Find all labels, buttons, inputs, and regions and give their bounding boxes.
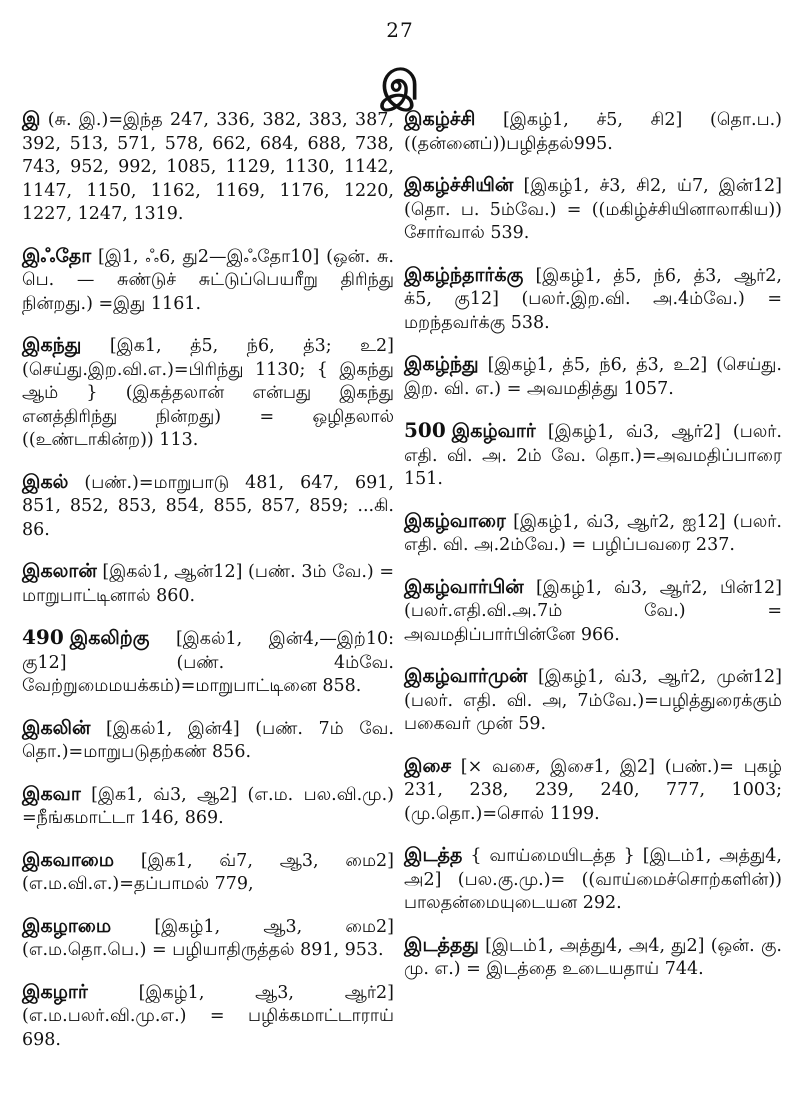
- entry-headword: இ: [22, 108, 41, 130]
- dictionary-entry: [404, 510, 782, 558]
- dictionary-entry: [22, 717, 394, 765]
- dictionary-entry: [22, 849, 394, 897]
- entry-headword: இகழாமை: [22, 914, 112, 937]
- entry-definition: (சு. இ.)=இந்த 247, 336, 382, 383, 387, 392, 513, 571, 578, 662, 684, 688, 738, 743, 952, 992, 1085, 1129, 1130, 1142, 1147, 1150, 1162, 1169, 1176, 1220, 1227, 1247, 1319.: [22, 110, 394, 224]
- entry-definition: [இ1, ஃ6, து2—இஃதோ10] (ஒன். சு. பெ. — சுண்டுச் சுட்டுப்பெயரீறு திரிந்து நின்றது.) =இது 1161.: [22, 246, 394, 314]
- entry-headword: இகலிற்கு: [69, 627, 150, 649]
- dictionary-entry: [22, 915, 394, 963]
- entry-definition: [இக1, வ்7, ஆ3, மை2] (எ.ம.வி.எ.)=தப்பாமல் 779,: [22, 850, 394, 894]
- entry-headword: இகழ்ச்சி: [404, 108, 476, 130]
- entry-definition: (பண்.)=மாறுபாடு 481, 647, 691, 851, 852, 853, 854, 855, 857, 859; ...கி. 86.: [22, 472, 394, 540]
- dictionary-entry: [22, 334, 394, 453]
- dictionary-entry: [404, 353, 782, 401]
- entry-definition: [இக1, த்5, ந்6, த்3; உ2] (செய்து.இற.வி.எ.)=பிரிந்து 1130; { இகந்து ஆம் } (இகத்தலான் என்பது இகந்து எனத்திரிந்து நின்றது) = ஒழிதலால் ((உண்டாகின்ற)) 113.: [22, 336, 394, 450]
- entry-definition: [இகழ்1, ஆ3, மை2] (எ.ம.தொ.பெ.) = பழியாதிருத்தல் 891, 953.: [22, 916, 394, 960]
- entry-headword: இகழார்: [22, 980, 88, 1003]
- entry-definition: [இகல்1, இன்4,—இற்10: கு12] (பண். 4ம்வே. வேற்றுமைமயக்கம்)=மாறுபாட்டினை 858.: [22, 629, 394, 696]
- entry-headword: இகலின்: [22, 716, 91, 739]
- entry-definition: [இகல்1, ஆன்12] (பண். 3ம் வே.) = மாறுபாட்டினால் 860.: [22, 562, 394, 606]
- dictionary-entry: [404, 264, 782, 336]
- entry-headword: இகலான்: [22, 560, 97, 582]
- entry-definition: [இக1, வ்3, ஆ2] (எ.ம. பல.வி.மு.) =நீங்கமாட்டா 146, 869.: [22, 784, 394, 828]
- dictionary-entry: [22, 560, 394, 608]
- entry-definition: [இடம்1, அத்து4, அ4, து2] (ஒன். கு. மு. எ.) = இடத்தை உடையதாய் 744.: [404, 935, 782, 979]
- entry-headword: இஃதோ: [22, 244, 92, 267]
- entry-headword: இகல்: [22, 470, 69, 493]
- entry-headword: இகவா: [22, 782, 81, 805]
- entry-headword: இகழ்ந்து: [404, 353, 479, 375]
- page-number: 27: [386, 18, 414, 42]
- entry-definition: [இகழ்1, ச்5, சி2] (தொ.ப.) ((தன்னைப்))பழித்தல்995.: [404, 110, 782, 154]
- entry-definition: [இகழ்1, வ்3, ஆர்2, ஐ12] (பலர். எதி. வி. அ.2ம்வே.) = பழிப்பவரை 237.: [404, 511, 782, 555]
- entry-headword: இகழ்வாரை: [404, 509, 506, 532]
- entry-definition: [இகழ்1, த்5, ந்6, த்3, ஆர்2, க்5, கு12] (பலர்.இற.வி. அ.4ம்வே.) = மறந்தவர்க்கு 538.: [404, 265, 782, 333]
- entry-headword: இடத்தது: [404, 933, 479, 956]
- section-letter: இ: [380, 62, 420, 109]
- right-column: [404, 108, 782, 1000]
- entry-definition: [இகழ்1, ஆ3, ஆர்2] (எ.ம.பலர்.வி.மு.எ.) = பழிக்கமாட்டாராய் 698.: [22, 982, 394, 1050]
- dictionary-entry: [22, 783, 394, 831]
- left-column: [22, 108, 394, 1070]
- entry-definition: [இகழ்1, த்5, ந்6, த்3, உ2] (செய்து. இற. வி. எ.) = அவமதித்து 1057.: [404, 355, 782, 399]
- entry-definition: [இகழ்1, வ்3, ஆர்2, பின்12] (பலர்.எதி.வி.அ.7ம் வே.) = அவமதிப்பார்பின்னே 966.: [404, 577, 782, 645]
- entry-headword: இகழ்வார்: [451, 420, 536, 442]
- entry-number: 490: [22, 625, 64, 649]
- entry-headword: இடத்த: [404, 844, 463, 866]
- dictionary-entry: [404, 665, 782, 737]
- entry-definition: [× வசை, இசை1, இ2] (பண்.)= புகழ் 231, 238, 239, 240, 777, 1003; (மு.தொ.)=சொல் 1199.: [404, 756, 782, 824]
- dictionary-entry: [404, 108, 782, 156]
- dictionary-entry: [22, 471, 394, 543]
- dictionary-entry: [22, 108, 394, 227]
- dictionary-entry: [22, 245, 394, 317]
- dictionary-entry: [404, 844, 782, 916]
- dictionary-entry: [404, 576, 782, 648]
- dictionary-entry: [22, 981, 394, 1053]
- dictionary-entry: [404, 419, 782, 492]
- entry-headword: இகவாமை: [22, 848, 115, 871]
- dictionary-entry: [404, 174, 782, 246]
- dictionary-entry: [22, 626, 394, 699]
- entry-headword: இசை: [404, 754, 451, 777]
- entry-number: 500: [404, 418, 446, 442]
- entry-definition: [இகழ்1, வ்3, ஆர்2, முன்12] (பலர். எதி. வி. அ, 7ம்வே.)=பழித்துரைக்கும் பகைவர் முன் 59.: [404, 667, 782, 734]
- entry-headword: இகழ்ச்சியின்: [404, 174, 514, 196]
- entry-headword: இகழ்வார்பின்: [404, 575, 524, 598]
- entry-definition: [இகல்1, இன்4] (பண். 7ம் வே. தொ.)=மாறுபடுதற்கண் 856.: [22, 718, 394, 762]
- entry-headword: இகந்து: [22, 334, 82, 356]
- dictionary-entry: [404, 934, 782, 982]
- entry-definition: { வாய்மையிடத்த } [இடம்1, அத்து4, அ2] (பல.கு.மு.)= ((வாய்மைச்சொற்களின்)) பாலதன்மையுடையன 292.: [404, 846, 782, 913]
- entry-headword: இகழ்வார்முன்: [404, 665, 528, 687]
- entry-definition: [இகழ்1, வ்3, ஆர்2] (பலர். எதி. வி. அ. 2ம் வே. தொ.)=அவமதிப்பாரை 151.: [404, 422, 782, 489]
- dictionary-entry: [404, 755, 782, 827]
- entry-headword: இகழ்ந்தார்க்கு: [404, 263, 524, 286]
- entry-definition: [இகழ்1, ச்3, சி2, ய்7, இன்12] (தொ. ப. 5ம்வே.) = ((மகிழ்ச்சியினாலாகிய)) சோர்வால் 539.: [404, 176, 782, 243]
